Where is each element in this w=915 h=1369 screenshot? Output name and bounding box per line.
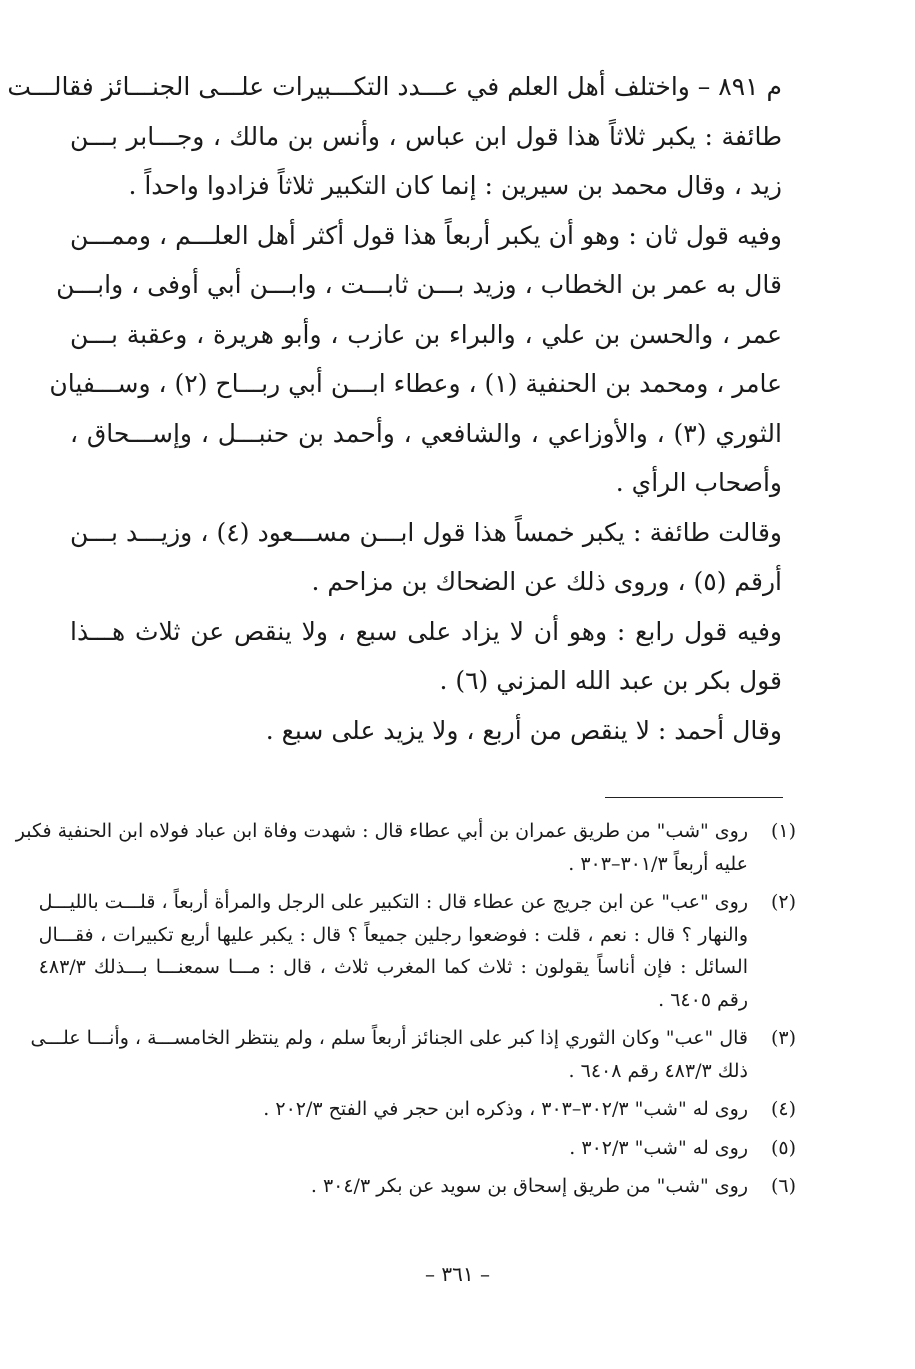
footnote-number: (٣) (770, 1027, 796, 1049)
footnote-5 (80, 1132, 796, 1165)
text-line: الثوري (٣) ، والأوزاعي ، والشافعي ، وأحمد بن حنبـــل ، وإســـحاق ، (70, 418, 782, 448)
footnote-number: (٦) (770, 1175, 796, 1197)
footnote-number: (٤) (770, 1098, 796, 1120)
text-line: أرقم (٥) ، وروى ذلك عن الضحاك بن مزاحم . (311, 567, 782, 596)
footnote-4 (80, 1093, 796, 1126)
footnote-2 (38, 886, 796, 1016)
text-line: زيد ، وقال محمد بن سيرين : إنما كان التكبير ثلاثاً فزادوا واحداً . (128, 171, 782, 200)
footnote-body (30, 1022, 748, 1087)
footnote-body (39, 886, 748, 1016)
page-number: – ٣٦١ – (425, 1262, 490, 1286)
footnote-body (16, 815, 748, 880)
footnote-line: عليه أربعاً ٣٠١/٣–٣٠٣ . (568, 852, 748, 875)
footnote-line: رقم ٦٤٠٥ . (658, 988, 748, 1011)
footnote-body (80, 1132, 748, 1165)
paragraph-fourth-opinion (70, 607, 782, 706)
paragraph-five-opinion (70, 508, 782, 607)
footnote-body (80, 1093, 748, 1126)
footnote-body (80, 1170, 748, 1203)
footnote-line: روى "شب" من طريق إسحاق بن سويد عن بكر ٣٠٤/٣ . (310, 1175, 748, 1197)
paragraph-three-opinion (7, 62, 782, 211)
footnote-line: قال "عب" وكان الثوري إذا كبر على الجنائز أربعاً سلم ، ولم ينتظر الخامســـة ، وأنـــا علـــى (30, 1027, 748, 1049)
footnote-3 (30, 1022, 796, 1087)
footnote-line: ذلك ٤٨٣/٣ رقم ٦٤٠٨ . (568, 1059, 748, 1082)
footnote-6 (80, 1170, 796, 1203)
paragraph-ahmad-opinion (70, 706, 782, 756)
footnote-line: السائل : فإن أناساً يقولون : ثلاث كما المغرب ثلاث ، قال : مـــا سمعنـــا بـــذلك ٤٨٣/٣ (38, 956, 748, 978)
text-line: عمر ، والحسن بن علي ، والبراء بن عازب ، وأبو هريرة ، وعقبة بـــن (70, 319, 782, 349)
footnote-line: روى له "شب" ٣٠٢/٣–٣٠٣ ، وذكره ابن حجر في الفتح ٢٠٢/٣ . (263, 1098, 748, 1120)
text-line: وقالت طائفة : يكبر خمساً هذا قول ابـــن مســـعود (٤) ، وزيـــد بـــن (70, 517, 782, 547)
paragraph-four-opinion (49, 211, 782, 508)
text-line: وفيه قول رابع : وهو أن لا يزاد على سبع ، ولا ينقص عن ثلاث هـــذا (70, 616, 782, 646)
footnote-number: (١) (770, 820, 796, 842)
footnote-line: روى "شب" من طريق عمران بن أبي عطاء قال : شهدت وفاة ابن عباد فولاه ابن الحنفية فكبر (15, 820, 748, 842)
text-line: عامر ، ومحمد بن الحنفية (١) ، وعطاء ابـــن أبي ربـــاح (٢) ، وســـفيان (49, 369, 782, 398)
text-line: قول بكر بن عبد الله المزني (٦) . (439, 666, 782, 695)
footnote-number: (٥) (770, 1136, 796, 1159)
footnote-divider (605, 797, 783, 798)
text-line: م ٨٩١ – واختلف أهل العلم في عـــدد التكـــبيرات علـــى الجنـــائز فقالـــت (7, 72, 782, 101)
main-text (7, 62, 782, 755)
footnotes (15, 815, 796, 1209)
text-line: قال به عمر بن الخطاب ، وزيد بـــن ثابـــت ، وابـــن أبي أوفى ، وابـــن (56, 270, 782, 299)
footnote-line: والنهار ؟ قال : نعم ، قلت : فوضعوا رجلين جميعاً ؟ قال : يكبر عليها أربع تكبيرات ، فقـــال (38, 923, 748, 946)
text-line: طائفة : يكبر ثلاثاً هذا قول ابن عباس ، وأنس بن مالك ، وجـــابر بـــن (70, 121, 782, 151)
footnote-line: روى له "شب" ٣٠٢/٣ . (569, 1136, 748, 1159)
footnote-number: (٢) (770, 891, 796, 913)
text-line: وقال أحمد : لا ينقص من أربع ، ولا يزيد على سبع . (265, 715, 782, 745)
footnote-1 (15, 815, 796, 880)
text-line: وفيه قول ثان : وهو أن يكبر أربعاً هذا قول أكثر أهل العلـــم ، وممـــن (70, 220, 782, 250)
footnote-line: روى "عب" عن ابن جريج عن عطاء قال : التكبير على الرجل والمرأة أربعاً ، قلـــت بالليـــل (38, 891, 748, 913)
text-line: وأصحاب الرأي . (615, 468, 782, 497)
